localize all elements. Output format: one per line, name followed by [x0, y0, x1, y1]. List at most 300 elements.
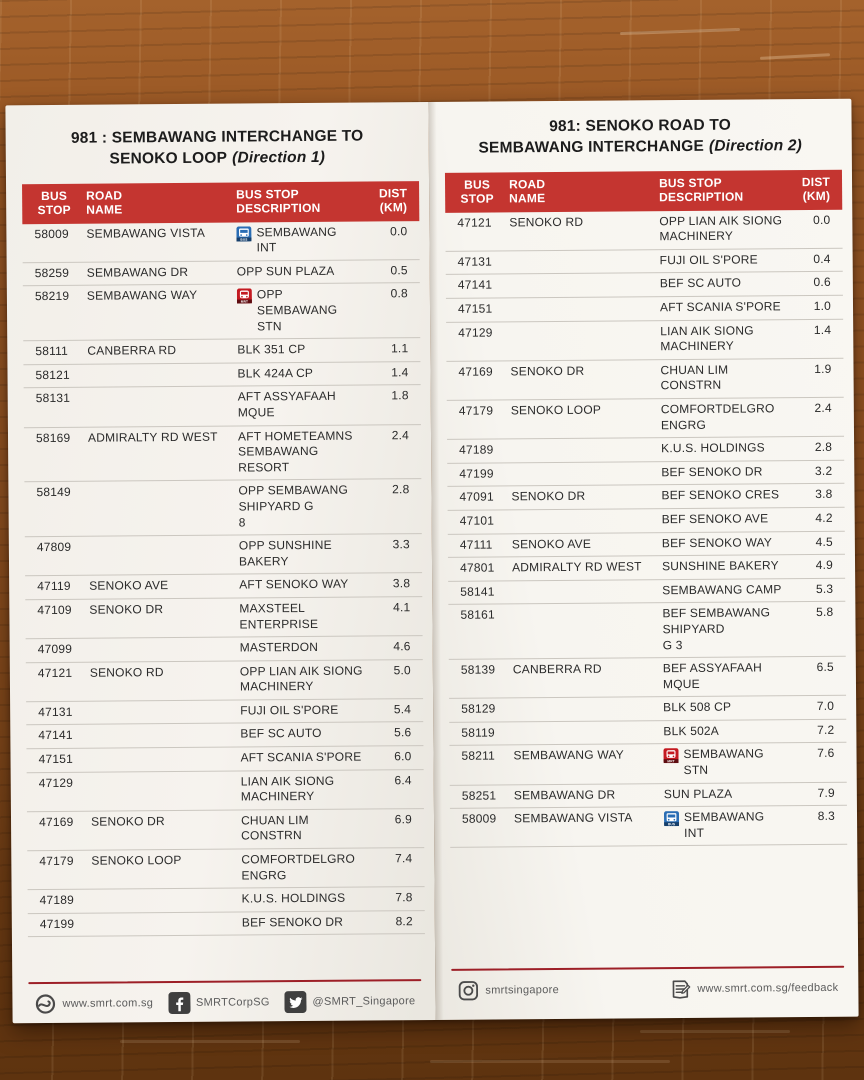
page-footer [451, 965, 844, 1002]
bus-stop-description [238, 428, 361, 476]
bus-stop-number: 47111 [459, 537, 493, 552]
svg-text:BUS: BUS [240, 237, 248, 242]
description-text: FUJI OIL S'PORE [659, 252, 758, 268]
distance-km: 1.0 [813, 298, 832, 313]
description-text: K.U.S. HOLDINGS [241, 890, 346, 906]
wood-grain-streak [120, 1040, 300, 1043]
description-text: BLK 351 CP [237, 342, 306, 357]
description-text: BEF SENOKO DR [661, 464, 763, 479]
table-row [449, 657, 846, 699]
road-name [88, 390, 238, 391]
bus-stop-description [239, 600, 362, 632]
description-text: AFT SENOKO WAY [239, 576, 349, 592]
footer-label: smrtsingapore [485, 984, 560, 997]
svg-text:MRT: MRT [240, 299, 249, 304]
table-row [23, 283, 420, 341]
road-name [90, 727, 240, 728]
road-name [512, 512, 662, 513]
distance-km: 0.5 [390, 262, 408, 278]
description-text: AFT SCANIA S'PORE [659, 299, 781, 315]
description-text: OPP SEMBAWANG SHIPYARD G 8 [238, 483, 349, 530]
table-row [447, 461, 844, 488]
page-title [5, 102, 429, 171]
bus-route-leaflet [5, 99, 858, 1024]
bus-stop-number: 47809 [36, 539, 72, 555]
bus-stop-number: 58009 [461, 811, 497, 827]
bus-stop-number: 47109 [37, 602, 72, 618]
table-row [26, 746, 423, 773]
road-name: SENOKO LOOP [510, 402, 602, 418]
distance-km: 6.4 [394, 772, 412, 787]
distance-km: 0.6 [813, 275, 831, 290]
distance-km: 0.0 [812, 212, 831, 227]
table-row [450, 782, 847, 809]
bus-stop-description [663, 747, 786, 779]
page-title [428, 99, 851, 160]
route-title-line2: SEMBAWANG INTERCHANGE (Direction 2) [478, 137, 803, 157]
bus-stop-description [664, 809, 787, 841]
description-text: LIAN AIK SIONG MACHINERY [240, 773, 335, 804]
description-text: OPP LIAN AIK SIONG MACHINERY [659, 212, 783, 244]
bus-stop-number: 58119 [461, 725, 495, 740]
table-row [25, 534, 422, 576]
description-text: OPP LIAN AIK SIONG MACHINERY [239, 663, 363, 694]
bus-stop-description [660, 362, 783, 394]
bus-stop-number: 47199 [459, 466, 494, 481]
road-name [511, 441, 661, 442]
feedback-form-icon [669, 978, 691, 1000]
table-row [28, 887, 425, 914]
footer-item-feedback [669, 977, 838, 1000]
description-text: SEMBAWANG CAMP [662, 581, 782, 597]
description-text: CHUAN LIM CONSTRN [240, 812, 309, 843]
distance-km: 7.2 [816, 722, 835, 737]
description-text: MAXSTEEL ENTERPRISE [239, 600, 319, 632]
table-row [448, 602, 845, 660]
table-row [24, 479, 421, 537]
distance-km: 8.2 [395, 913, 413, 929]
description-text: BEF SENOKO WAY [661, 534, 773, 550]
bus-stop-description [241, 852, 364, 884]
footer-item-twitter [284, 990, 415, 1013]
distance-km: 1.9 [814, 361, 832, 376]
description-text: SUNSHINE BAKERY [661, 558, 779, 574]
bus-stop-number: 47119 [37, 579, 71, 594]
bus-stop-number: 58149 [36, 485, 71, 500]
table-row [446, 359, 843, 401]
description-text: BLK 424A CP [237, 365, 314, 381]
bus-stop-number: 47099 [37, 641, 73, 657]
description-text: K.U.S. HOLDINGS [661, 440, 765, 456]
distance-km: 1.4 [813, 322, 832, 337]
bus-stop-description [241, 773, 364, 805]
table-row [27, 770, 424, 812]
table-header [445, 170, 842, 213]
table-row [448, 555, 845, 582]
road-name: SEMBAWANG DR [86, 264, 189, 280]
table-row [448, 578, 845, 605]
page-footer [28, 979, 421, 1016]
table-row [449, 743, 846, 785]
direction-label: (Direction 1) [232, 148, 326, 167]
description-text: AFT HOMETEAMNS SEMBAWANG RESORT [237, 428, 353, 475]
road-name: SENOKO AVE [511, 536, 592, 551]
distance-km: 4.6 [393, 639, 411, 654]
description-text: FUJI OIL S'PORE [240, 702, 339, 718]
table-row [446, 296, 843, 323]
distance-km: 5.8 [816, 605, 834, 620]
table-row [23, 260, 420, 287]
table-row [448, 508, 845, 535]
bus-stop-number: 47179 [458, 403, 494, 418]
distance-km: 7.4 [394, 851, 413, 866]
road-name [513, 700, 663, 701]
bus-stop-description [240, 750, 363, 767]
page-direction-2 [428, 99, 858, 1020]
distance-km: 3.3 [392, 537, 410, 552]
description-text: BLK 502A [663, 723, 720, 739]
bus-stop-number: 58141 [460, 584, 495, 599]
bus-stop-description [663, 723, 786, 740]
bus-stop-number: 47189 [459, 442, 494, 457]
distance-km: 3.8 [815, 487, 833, 502]
distance-km: 7.8 [395, 890, 413, 905]
footer-item-facebook [168, 991, 270, 1014]
distance-km: 7.0 [816, 699, 835, 714]
road-name: SENOKO DR [510, 363, 585, 379]
bus-stop-number: 47151 [38, 751, 73, 767]
description-text: AFT SCANIA S'PORE [240, 749, 362, 765]
table-row [28, 911, 425, 938]
road-name [510, 277, 660, 278]
road-name [90, 641, 240, 642]
bus-stop-number: 58139 [460, 662, 496, 677]
footer-label: www.smrt.com.sg [62, 997, 154, 1010]
table-row [22, 221, 419, 263]
distance-km: 4.1 [393, 600, 411, 615]
table-row [24, 385, 421, 427]
table-row [448, 531, 845, 558]
distance-km: 0.0 [390, 223, 408, 238]
distance-km: 5.4 [393, 702, 412, 717]
bus-interchange-icon [236, 226, 251, 241]
description-text: BEF SEMBAWANG SHIPYARD G 3 [662, 605, 771, 652]
table-row [447, 484, 844, 511]
road-name [90, 751, 240, 752]
wood-grain-streak [640, 1030, 790, 1033]
description-text: MASTERDON [239, 639, 319, 655]
bus-stop-description [238, 389, 361, 421]
bus-stop-number: 58129 [461, 701, 496, 717]
description-text: BEF SENOKO AVE [661, 511, 769, 527]
bus-stop-number: 58169 [35, 430, 71, 445]
table-row [449, 720, 846, 747]
description-text: SUN PLAZA [663, 786, 733, 801]
direction-label: (Direction 2) [708, 137, 803, 155]
table-row [26, 723, 423, 750]
road-name [512, 583, 662, 584]
distance-km: 4.2 [815, 510, 833, 525]
road-name [91, 774, 241, 775]
table-row [27, 848, 424, 890]
header-distance: DIST (KM) [378, 186, 408, 215]
description-text: BLK 508 CP [663, 699, 732, 715]
bus-stop-description [662, 535, 785, 552]
bus-stop-number: 47129 [38, 775, 74, 790]
bus-stop-description [237, 342, 360, 359]
road-name [511, 465, 661, 466]
bus-stop-description [240, 640, 363, 657]
bus-stop-number: 58161 [460, 607, 495, 623]
distance-km: 6.0 [394, 749, 412, 764]
table-row [447, 398, 844, 440]
table-row [445, 209, 842, 251]
bus-stop-description [663, 660, 786, 692]
table-row [26, 660, 423, 702]
road-name: ADMIRALTY RD WEST [511, 559, 642, 575]
bus-stop-description [663, 700, 786, 717]
bus-stop-number: 47169 [38, 814, 74, 829]
bus-stop-number: 47131 [38, 704, 73, 719]
wood-grain-streak [620, 28, 740, 35]
table-row [23, 362, 420, 389]
bus-stop-description [660, 252, 783, 269]
road-name: SEMBAWANG VISTA [513, 810, 633, 826]
distance-km: 3.2 [814, 463, 833, 478]
bus-stop-number: 47121 [37, 665, 73, 680]
bus-stop-number: 47121 [457, 215, 492, 230]
bus-stop-description [661, 401, 784, 433]
svg-text:MRT: MRT [667, 759, 675, 764]
bus-stop-description [239, 538, 362, 570]
route-table-body [22, 221, 425, 938]
bus-stop-number: 58211 [461, 748, 496, 764]
description-text: CHUAN LIM CONSTRN [660, 362, 729, 393]
table-header [22, 181, 419, 224]
bus-stop-description [240, 663, 363, 695]
wood-grain-streak [760, 53, 830, 60]
description-text: COMFORTDELGRO ENGRG [660, 401, 775, 432]
footer-label: SMRTCorpSG [195, 996, 270, 1009]
road-name [510, 300, 660, 301]
bus-stop-number: 47101 [459, 513, 495, 528]
bus-stop-description [242, 914, 365, 931]
description-text: BEF SENOKO DR [241, 914, 344, 930]
table-row [449, 696, 846, 723]
wood-grain-streak [430, 1060, 670, 1063]
header-distance: DIST (KM) [801, 174, 831, 204]
smrt-logo-icon [34, 993, 56, 1015]
bus-stop-description [662, 558, 785, 575]
road-name: CANBERRA RD [87, 343, 177, 358]
bus-stop-number: 58251 [461, 788, 497, 803]
bus-stop-description [240, 726, 363, 743]
road-name: SENOKO DR [89, 602, 164, 617]
twitter-icon [284, 991, 306, 1013]
road-name [88, 484, 238, 485]
distance-km: 3.8 [392, 576, 411, 591]
route-title-line1: 981 : SEMBAWANG INTERCHANGE TO [70, 127, 364, 147]
bus-stop-number: 58121 [35, 367, 70, 382]
svg-text:BUS: BUS [667, 822, 676, 827]
bus-stop-number: 47801 [460, 560, 495, 575]
description-text: COMFORTDELGRO ENGRG [241, 851, 356, 883]
distance-km: 1.8 [391, 388, 409, 403]
road-name [513, 724, 663, 725]
page-direction-1 [5, 102, 435, 1023]
road-name [92, 915, 242, 916]
header-description: BUS STOP DESCRIPTION [236, 186, 321, 216]
description-text: BEF ASSYAFAAH MQUE [662, 660, 762, 691]
distance-km: 6.9 [394, 812, 413, 827]
route-table-body [445, 209, 847, 848]
distance-km: 5.0 [393, 662, 411, 677]
table-row [446, 249, 843, 276]
bus-stop-number: 58259 [34, 265, 70, 280]
road-name: SEMBAWANG VISTA [86, 225, 206, 241]
route-title-line1: 981: SENOKO ROAD TO [549, 116, 732, 136]
description-text: SEMBAWANG INT [256, 224, 337, 255]
header-road-name: ROAD NAME [508, 176, 546, 206]
bus-stop-description [660, 276, 783, 293]
distance-km: 4.5 [815, 534, 833, 549]
description-text: LIAN AIK SIONG MACHINERY [660, 323, 754, 354]
instagram-icon [457, 980, 479, 1002]
bus-stop-description [662, 511, 785, 528]
header-road-name: ROAD NAME [86, 188, 123, 217]
distance-km: 6.5 [816, 659, 834, 675]
table-row [27, 809, 424, 851]
bus-stop-description [661, 440, 784, 457]
distance-km: 7.6 [817, 746, 835, 761]
bus-interchange-icon [664, 811, 679, 826]
table-row [25, 597, 422, 639]
description-text: SEMBAWANG STN [683, 746, 764, 778]
road-name: SENOKO DR [511, 489, 586, 504]
table-row [23, 338, 420, 365]
description-text: BEF SC AUTO [240, 726, 322, 741]
bus-stop-description [238, 483, 361, 531]
bus-stop-description [237, 365, 360, 382]
distance-km: 1.4 [391, 364, 409, 380]
road-name [90, 703, 240, 704]
road-name: SENOKO RD [509, 214, 584, 230]
footer-item-instagram [457, 979, 559, 1002]
footer-label: @SMRT_Singapore [312, 995, 416, 1008]
road-name: SENOKO RD [89, 664, 164, 680]
bus-stop-number: 47091 [459, 489, 494, 505]
bus-stop-description [661, 488, 784, 505]
bus-stop-description [237, 263, 360, 280]
mrt-station-icon [663, 749, 678, 764]
bus-stop-description [660, 323, 783, 355]
road-name [87, 366, 237, 367]
bus-stop-number: 47189 [39, 893, 75, 908]
distance-km: 0.4 [813, 251, 831, 266]
table-row [25, 573, 422, 600]
bus-stop-description [662, 582, 785, 599]
distance-km: 5.6 [393, 725, 412, 740]
bus-stop-description [241, 812, 364, 844]
route-title-line2: SENOKO LOOP (Direction 1) [109, 148, 326, 168]
bus-stop-number: 47199 [39, 916, 75, 931]
road-name: ADMIRALTY RD WEST [87, 429, 218, 445]
table-row [446, 319, 843, 361]
table-row [26, 636, 423, 663]
bus-stop-description [660, 299, 783, 316]
description-text: OPP SUN PLAZA [236, 263, 335, 279]
road-name: SEMBAWANG WAY [86, 288, 198, 304]
description-text: SEMBAWANG INT [683, 809, 765, 840]
bus-stop-number: 58131 [35, 391, 71, 406]
road-name [92, 892, 242, 893]
distance-km: 2.4 [391, 427, 410, 442]
bus-stop-description [236, 224, 359, 256]
road-name [512, 607, 662, 608]
bus-stop-description [242, 891, 365, 908]
distance-km: 4.9 [815, 557, 834, 573]
distance-km: 2.8 [814, 440, 833, 455]
distance-km: 2.4 [814, 400, 832, 415]
table-row [450, 806, 847, 848]
bus-stop-description [661, 464, 784, 481]
road-name: SEMBAWANG WAY [513, 747, 624, 763]
distance-km: 2.8 [392, 482, 410, 497]
distance-km: 8.3 [817, 809, 836, 824]
description-text: OPP SUNSHINE BAKERY [238, 537, 332, 569]
table-row [24, 425, 421, 483]
bus-stop-description [239, 577, 362, 594]
header-bus-stop: BUS STOP [37, 188, 71, 218]
table-row [447, 437, 844, 464]
header-description: BUS STOP DESCRIPTION [658, 175, 744, 205]
bus-stop-description [237, 287, 360, 335]
bus-stop-number: 47169 [458, 364, 493, 379]
road-name: SENOKO LOOP [91, 853, 182, 868]
road-name: SENOKO DR [90, 813, 165, 829]
footer-item-website [34, 992, 153, 1015]
bus-stop-number: 58111 [35, 344, 68, 359]
bus-stop-number: 47131 [457, 254, 493, 269]
bus-stop-number: 47151 [457, 301, 493, 316]
bus-stop-description [659, 213, 782, 245]
bus-stop-number: 58219 [34, 289, 70, 304]
footer-label: www.smrt.com.sg/feedback [697, 981, 839, 995]
bus-stop-number: 47141 [38, 728, 73, 743]
road-name: SEMBAWANG DR [513, 787, 616, 803]
table-row [26, 699, 423, 726]
bus-stop-number: 58009 [34, 226, 69, 241]
bus-stop-description [662, 606, 785, 654]
distance-km: 1.1 [390, 341, 409, 356]
bus-stop-description [240, 702, 363, 719]
header-bus-stop: BUS STOP [460, 177, 494, 206]
bus-stop-description [664, 786, 787, 803]
facebook-icon [168, 992, 190, 1014]
description-text: OPP SEMBAWANG STN [256, 287, 338, 333]
description-text: BEF SENOKO CRES [661, 487, 780, 503]
road-name: SENOKO AVE [89, 578, 169, 594]
bus-stop-number: 47179 [39, 853, 74, 869]
road-name [510, 324, 660, 325]
bus-stop-number: 47141 [457, 277, 493, 293]
distance-km: 5.3 [815, 581, 834, 596]
distance-km: 7.9 [817, 785, 835, 800]
road-name: CANBERRA RD [512, 661, 602, 677]
road-name [89, 539, 239, 540]
road-name [510, 253, 660, 254]
distance-km: 0.8 [390, 286, 408, 301]
